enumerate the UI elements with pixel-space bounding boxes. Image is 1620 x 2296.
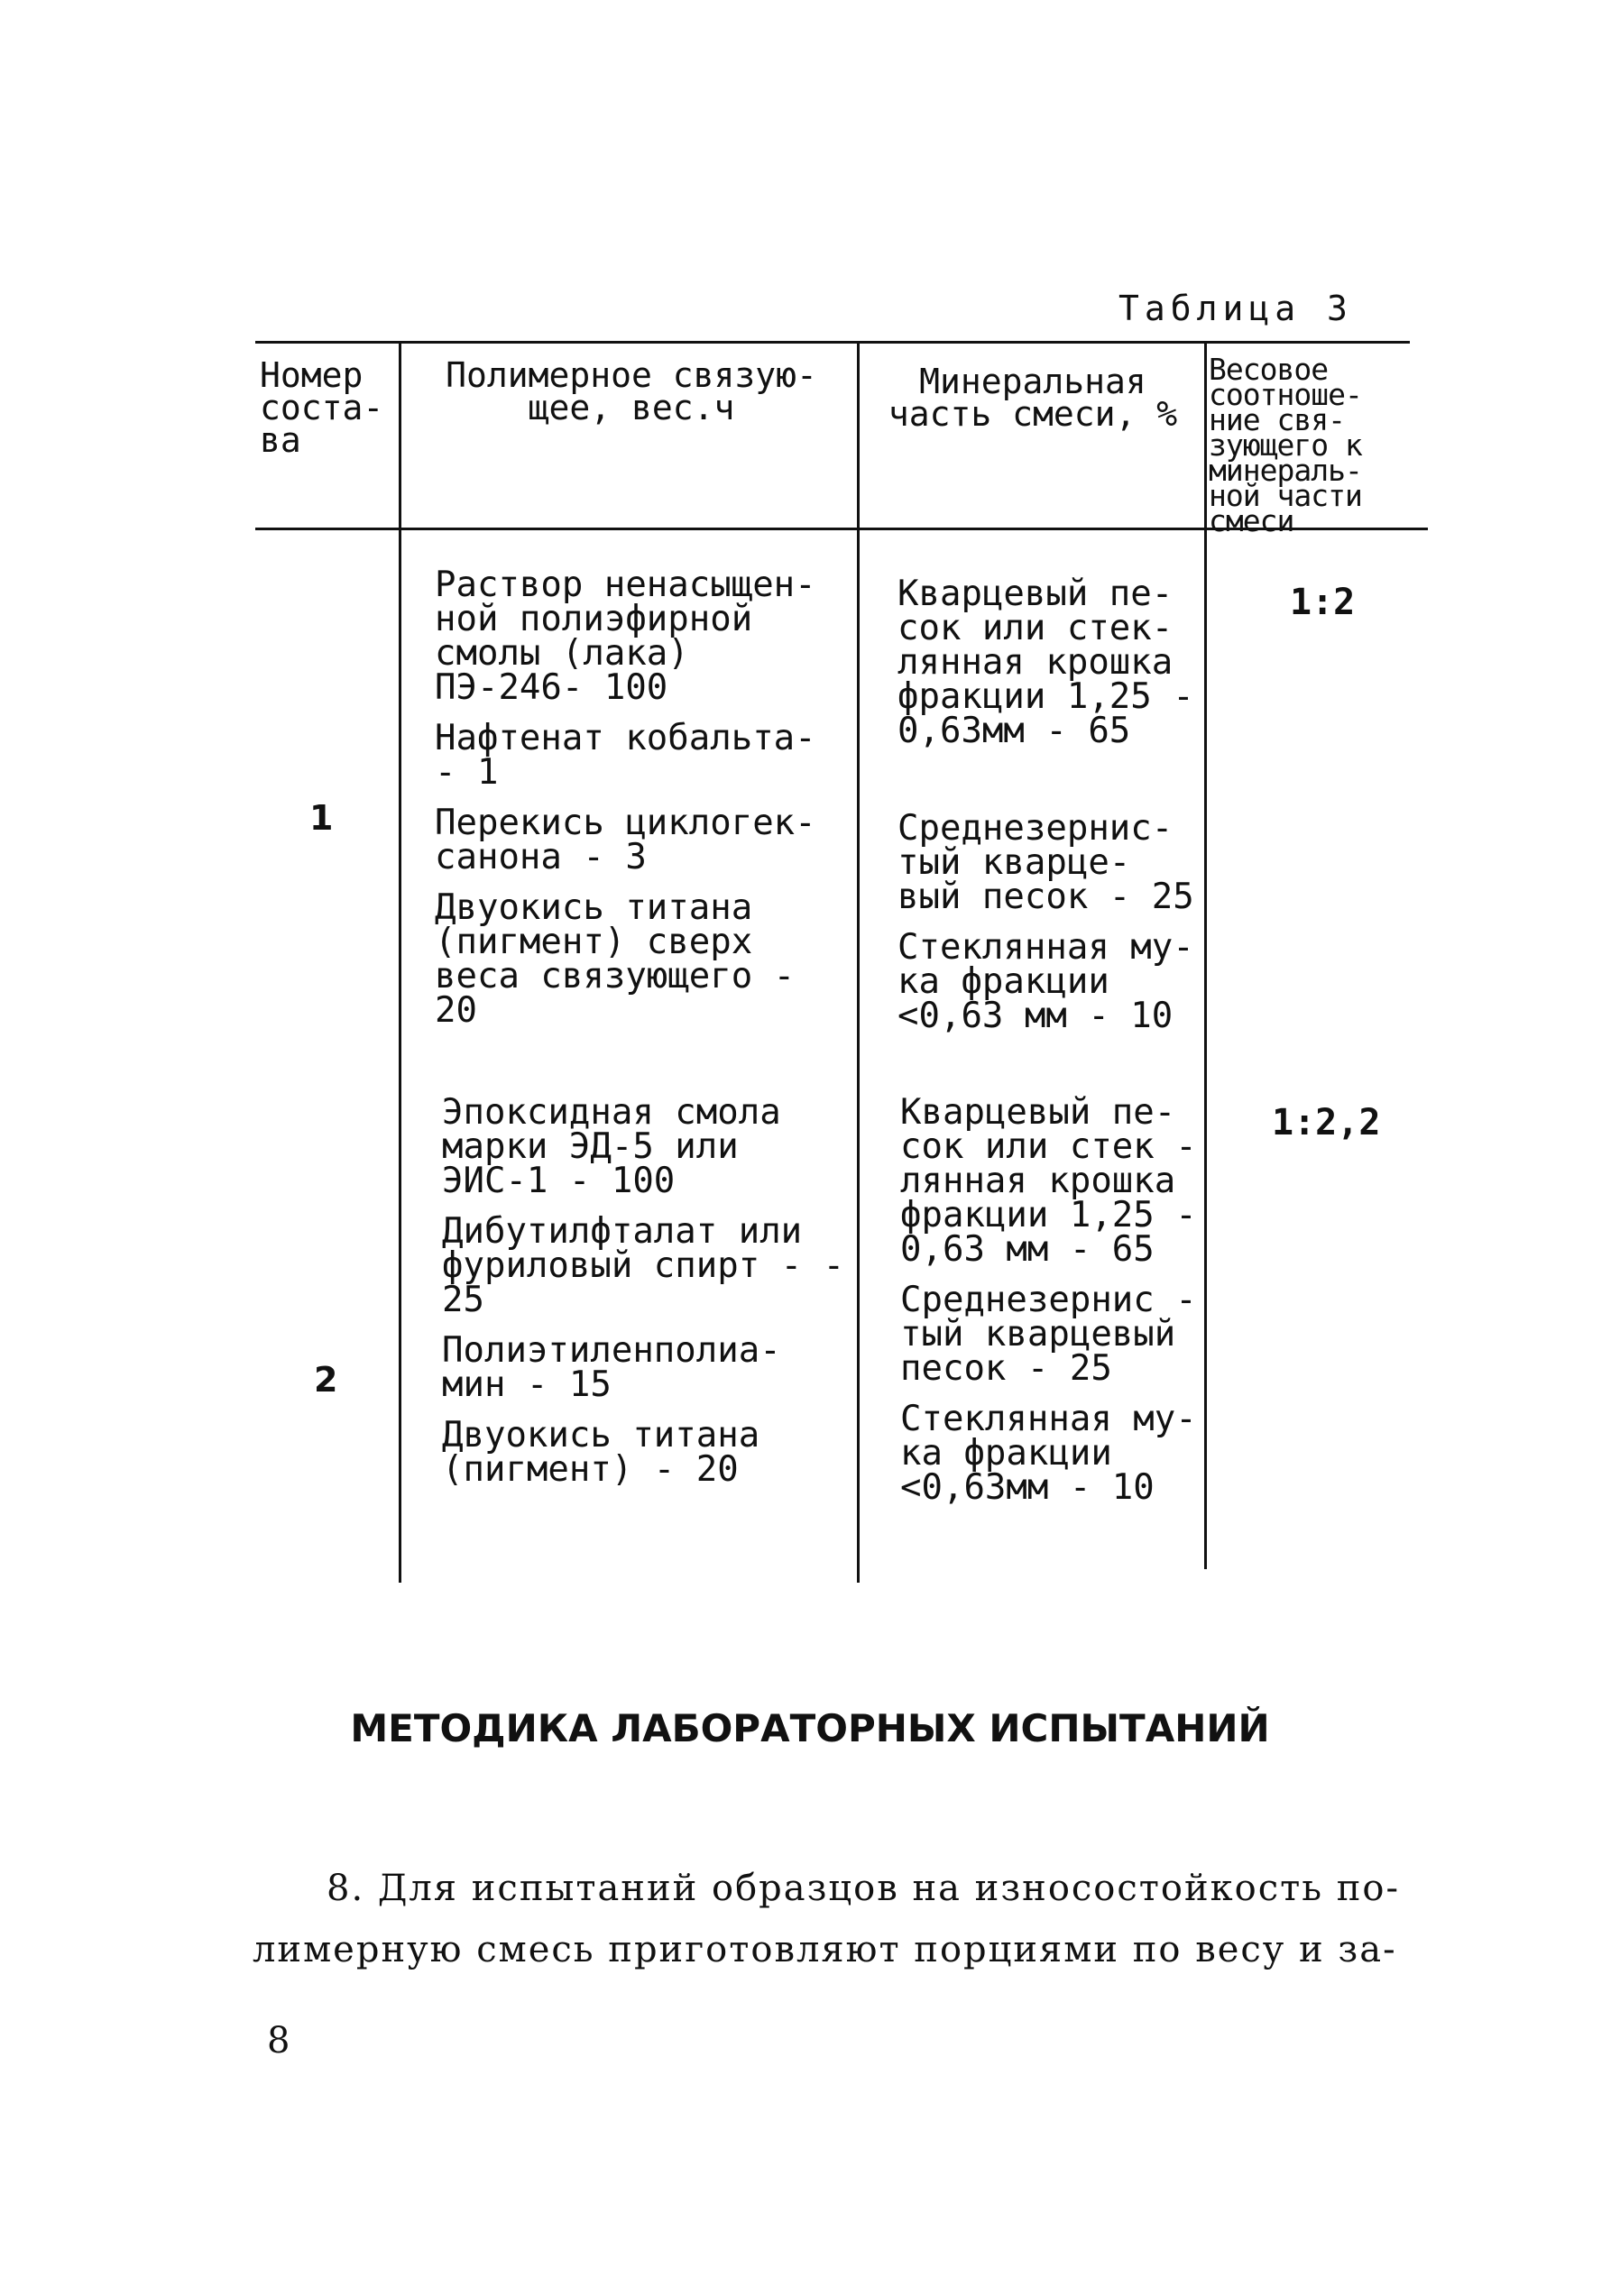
weight-ratio-value: 1:2 — [1290, 582, 1356, 623]
mineral-component: Кварцевый пе- сок или стек- лянная крошка фракции 1,25 - 0,63мм - 65 — [897, 574, 1194, 751]
binder-component: Двуокись титана (пигмент) - 20 — [442, 1415, 760, 1490]
header-weight-ratio: Весовое соотноше- ние свя- зующего к минераль- ной части смеси — [1209, 352, 1362, 538]
binder-component: Раствор ненасыщен- ной полиэфирной смолы (лака) ПЭ-246- 100 — [435, 565, 816, 708]
page-number: 8 — [267, 2020, 290, 2062]
row-number: 1 — [309, 798, 334, 838]
mineral-component: Среднезернис - тый кварцевый песок - 25 — [900, 1280, 1197, 1389]
header-composition-number: Номер соста- ва — [260, 355, 384, 460]
binder-component: Двуокись титана (пигмент) сверх веса связующего - 20 — [435, 887, 796, 1031]
mineral-component: Стеклянная му- ка фракции <0,63мм - 10 — [900, 1399, 1197, 1508]
binder-component: Эпоксидная смола марки ЭД-5 или ЭИС-1 - 100 — [442, 1092, 781, 1201]
section-heading: МЕТОДИКА ЛАБОРАТОРНЫХ ИСПЫТАНИЙ — [350, 1706, 1270, 1750]
binder-component: Перекись циклогек- санона - 3 — [435, 803, 816, 877]
mineral-component: Стеклянная му- ка фракции <0,63 мм - 10 — [897, 927, 1194, 1036]
table-top-rule — [255, 341, 1410, 344]
mineral-cell — [897, 574, 1204, 1050]
mineral-cell — [900, 1092, 1207, 1521]
table-caption: Таблица 3 — [1118, 289, 1353, 328]
table-column-divider — [399, 343, 401, 1583]
body-paragraph: 8. Для испытаний образцов на износостойкость по- лимерную смесь приготовляют порциями по весу и за- — [253, 1868, 1401, 1970]
row-number: 2 — [314, 1360, 338, 1400]
mineral-component: Среднезернис- тый кварце- вый песок - 25 — [897, 808, 1194, 917]
header-polymer-binder: Полимерное связую- щее, вес.ч — [446, 355, 817, 427]
binder-cell — [442, 1092, 848, 1503]
binder-cell — [435, 565, 850, 1044]
binder-component: Дибутилфталат или фуриловый спирт - - 25 — [442, 1211, 845, 1320]
table-column-divider — [857, 343, 860, 1583]
mineral-component: Кварцевый пе- сок или стек - лянная крошка фракции 1,25 - 0,63 мм - 65 — [900, 1092, 1197, 1270]
header-mineral-part: Минеральная часть смеси, % — [888, 362, 1178, 434]
binder-component: Полиэтиленполиа- мин - 15 — [442, 1330, 781, 1405]
binder-component: Нафтенат кобальта- - 1 — [435, 718, 816, 793]
weight-ratio-value: 1:2,2 — [1272, 1102, 1381, 1143]
